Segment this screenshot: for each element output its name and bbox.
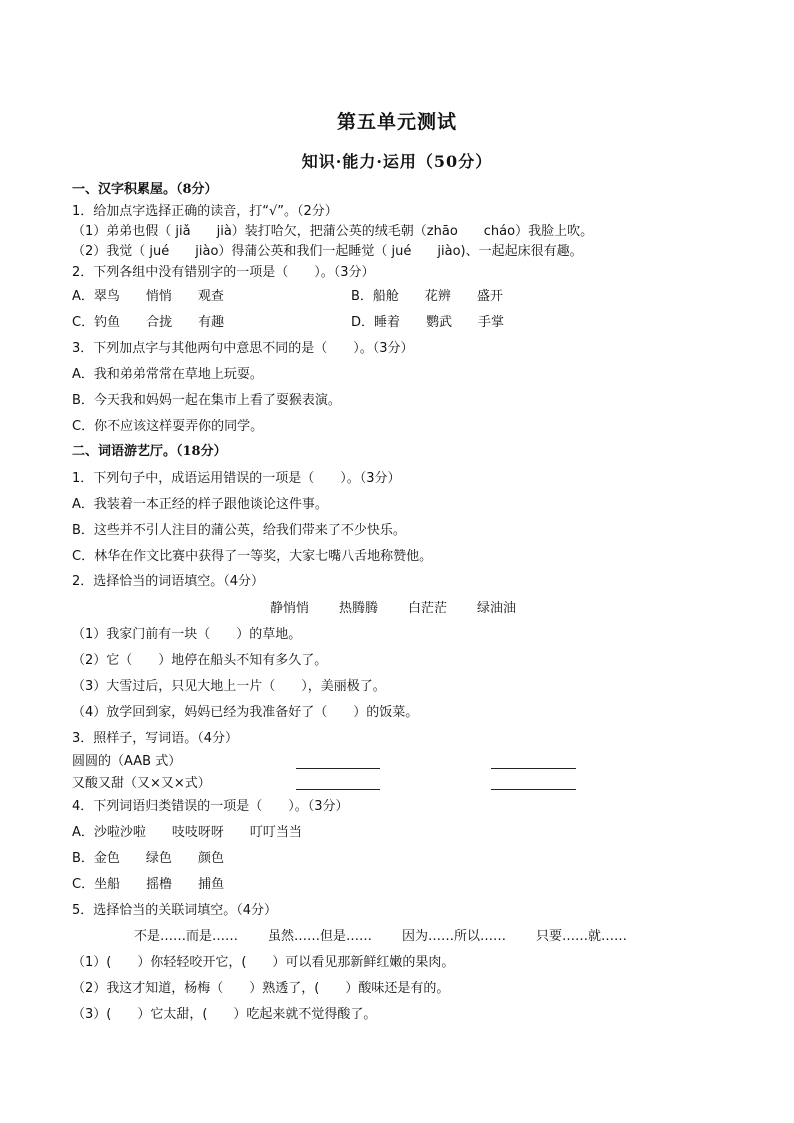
s1-q1-item-2: （2）我觉（ jué jiào）得蒲公英和我们一起睡觉（ jué jiào)、一起起床很有趣。 bbox=[72, 244, 583, 259]
s1-q3-option-c: C．你不应该这样耍弄你的同学。 bbox=[72, 419, 264, 434]
s2-q1-option-b: B．这些并不引人注目的蒲公英，给我们带来了不少快乐。 bbox=[72, 523, 406, 538]
s2-q5-item-2: （2）我这才知道，杨梅（ ）熟透了，( ）酸味还是有的。 bbox=[72, 981, 450, 996]
s1-q2-option-b: B．船舱 花辨 盛开 bbox=[351, 289, 503, 304]
s2-q5-word-bank bbox=[134, 928, 657, 946]
word-option: 静悄悄 bbox=[270, 601, 310, 616]
conjunction-option: 因为……所以…… bbox=[402, 929, 507, 944]
answer-blank[interactable] bbox=[491, 768, 576, 769]
s1-q2-option-c: C．钓鱼 合拢 有趣 bbox=[72, 315, 225, 330]
s2-q5-item-1: （1）( ）你轻轻咬开它，( ）可以看见那新鲜红嫩的果肉。 bbox=[72, 955, 455, 970]
section-1-header: 一、汉字积累屋。（8分） bbox=[72, 182, 218, 197]
word-option: 热腾腾 bbox=[339, 601, 379, 616]
s2-question-5: 5．选择恰当的关联词填空。（4分） bbox=[72, 903, 278, 918]
conjunction-option: 虽然……但是…… bbox=[268, 929, 373, 944]
s2-q2-item-3: （3）大雪过后，只见大地上一片（ ），美丽极了。 bbox=[72, 679, 386, 694]
s2-q2-item-1: （1）我家门前有一块（ ）的草地。 bbox=[72, 627, 302, 642]
s2-q4-option-a: A．沙啦沙啦 吱吱呀呀 叮叮当当 bbox=[72, 825, 302, 840]
s2-q4-option-c: C．坐船 摇橹 捕鱼 bbox=[72, 877, 225, 892]
s1-q3-option-b: B．今天我和妈妈一起在集市上看了耍猴表演。 bbox=[72, 393, 341, 408]
s2-q1-option-a: A．我装着一本正经的样子跟他谈论这件事。 bbox=[72, 497, 328, 512]
answer-blank[interactable] bbox=[491, 789, 576, 790]
s2-q5-item-3: （3）( ）它太甜，( ）吃起来就不觉得酸了。 bbox=[72, 1007, 377, 1022]
s1-q1-item-1: （1）弟弟也假（ jiǎ jià）装打哈欠，把蒲公英的绒毛朝（zhāo cháo）我脸上吹。 bbox=[72, 224, 594, 239]
s2-q3-example-1: 圆圆的（AAB 式） bbox=[72, 754, 182, 769]
s2-question-2: 2．选择恰当的词语填空。（4分） bbox=[72, 574, 265, 589]
s1-q2-option-a: A．翠鸟 悄悄 观查 bbox=[72, 289, 224, 304]
s2-q2-item-4: （4）放学回到家，妈妈已经为我准备好了（ ）的饭菜。 bbox=[72, 705, 419, 720]
s1-question-3: 3．下列加点字与其他两句中意思不同的是（ ）。（3分） bbox=[72, 341, 414, 356]
s2-q1-option-c: C．林华在作文比赛中获得了一等奖，大家七嘴八舌地称赞他。 bbox=[72, 549, 433, 564]
s2-q2-word-bank bbox=[270, 600, 546, 618]
s2-question-4: 4．下列词语归类错误的一项是（ ）。（3分） bbox=[72, 799, 349, 814]
conjunction-option: 不是……而是…… bbox=[134, 929, 239, 944]
s1-question-2: 2．下列各组中没有错别字的一项是（ ）。（3分） bbox=[72, 265, 375, 280]
section-2-header: 二、词语游艺厅。（18分） bbox=[72, 444, 227, 459]
s1-q3-option-a: A．我和弟弟常常在草地上玩耍。 bbox=[72, 367, 263, 382]
word-option: 绿油油 bbox=[477, 601, 517, 616]
s1-q2-option-d: D．睡着 鹦武 手掌 bbox=[351, 315, 505, 330]
s2-question-3: 3．照样子，写词语。（4分） bbox=[72, 731, 239, 746]
s2-q2-item-2: （2）它（ ）地停在船头不知有多久了。 bbox=[72, 653, 328, 668]
s2-q4-option-b: B．金色 绿色 颜色 bbox=[72, 851, 224, 866]
s1-question-1: 1．给加点字选择正确的读音，打“√”。（2分） bbox=[72, 204, 338, 219]
word-option: 白茫茫 bbox=[408, 601, 448, 616]
page-subtitle: 知识·能力·运用（50分） bbox=[301, 152, 493, 171]
s2-question-1: 1．下列句子中，成语运用错误的一项是（ ）。（3分） bbox=[72, 471, 401, 486]
page-title: 第五单元测试 bbox=[336, 111, 457, 133]
answer-blank[interactable] bbox=[296, 768, 380, 769]
answer-blank[interactable] bbox=[296, 789, 380, 790]
conjunction-option: 只要……就…… bbox=[536, 929, 628, 944]
s2-q3-example-2: 又酸又甜（又×又×式） bbox=[72, 776, 211, 791]
